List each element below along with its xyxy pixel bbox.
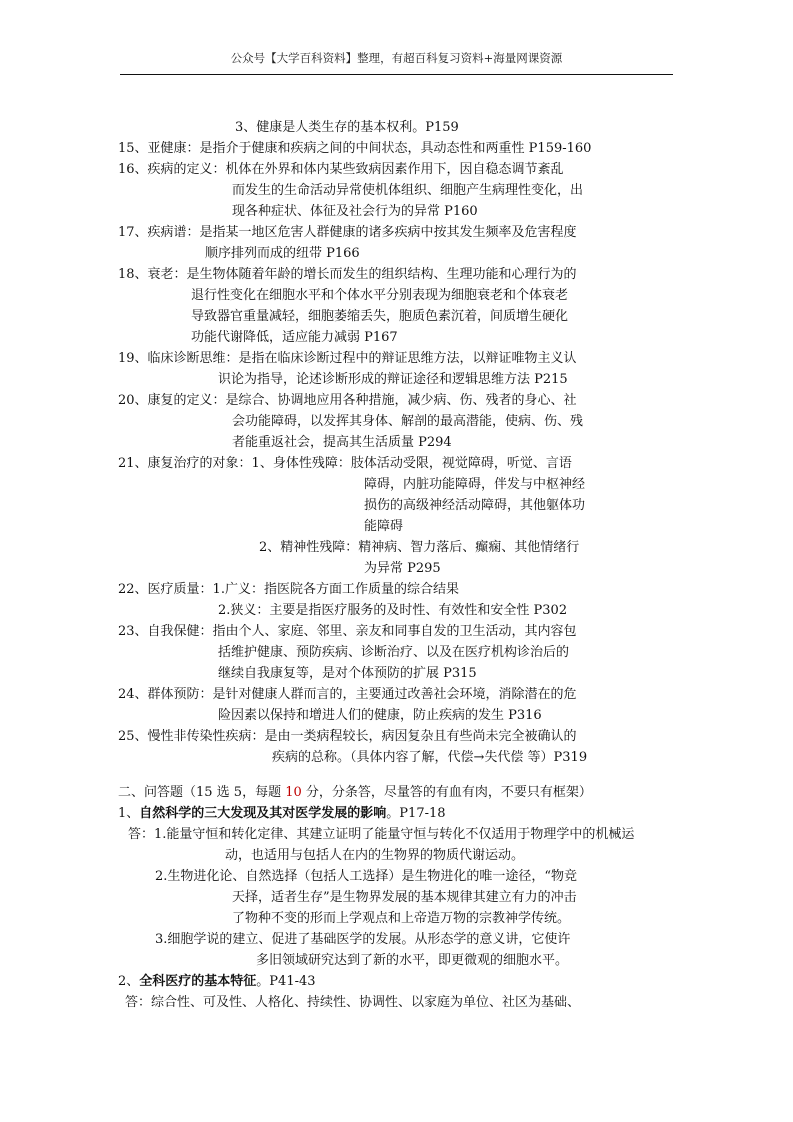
answer-line: 2.生物进化论、自然选择（包括人工选择）是生物进化的唯一途径，“物竞 (155, 869, 578, 884)
definition-line: 继续自我康复等，是对个体预防的扩展 P315 (218, 666, 477, 681)
answer-line: 天择，适者生存”是生物界发展的基本规律其建立有力的冲击 (232, 890, 577, 905)
definition-line: 能障碍 (364, 519, 404, 534)
definition-25: 25、慢性非传染性疾病：是由一类病程较长，病因复杂且有些尚未完全被确认的 (118, 729, 577, 744)
section-title-text: 分，分条答，尽量答的有血有肉，不要只有框架） (301, 785, 592, 800)
definition-15: 15、亚健康：是指介于健康和疾病之间的中间状态，具动态性和两重性 P159-160 (118, 141, 592, 156)
definition-line: 为异常 P295 (364, 561, 441, 576)
page-ref: 。P41-43 (256, 974, 316, 989)
definition-line: 导致器官重量减轻，细胞萎缩丢失，胞质色素沉着，间质增生硬化 (191, 309, 569, 324)
definition-line: 顺序排列而成的纽带 P166 (205, 246, 360, 261)
question-title: 全科医疗的基本特征 (139, 974, 257, 989)
definition-24: 24、群体预防：是针对健康人群而言的，主要通过改善社会环境，消除潜在的危 (118, 687, 577, 702)
definition-line: 会功能障碍，以发挥其身体、解剖的最高潜能，使病、伤、残 (232, 414, 584, 429)
definition-17: 17、疾病谱：是指某一地区危害人群健康的诸多疾病中按其发生频率及危害程度 (118, 225, 577, 240)
question-number: 2、 (118, 974, 140, 989)
page-header: 公众号【大学百科资料】整理，有超百科复习资料+海量网课资源 (230, 51, 563, 65)
answer-line: 动，也适用与包括人在内的生物界的物质代谢运动。 (225, 848, 525, 863)
definition-22: 22、医疗质量：1.广义：指医院各方面工作质量的综合结果 (118, 582, 459, 597)
section-title-text: 二、问答题（15 选 5，每题 (118, 785, 286, 800)
definition-line: 2.狭义：主要是指医疗服务的及时性、有效性和安全性 P302 (218, 603, 568, 618)
answer-line: 3.细胞学说的建立、促进了基础医学的发展。从形态学的意义讲，它使许 (155, 932, 571, 947)
section-title (118, 783, 592, 803)
definition-20: 20、康复的定义：是综合、协调地应用各种措施，减少病、伤、残者的身心、社 (118, 393, 577, 408)
definition-line: 者能重返社会，提高其生活质量 P294 (232, 435, 452, 450)
definition-line: 而发生的生命活动异常使机体组织、细胞产生病理性变化，出 (232, 183, 584, 198)
definition-19: 19、临床诊断思维：是指在临床诊断过程中的辩证思维方法，以辩证唯物主义认 (118, 351, 577, 366)
page-ref: 。P17-18 (386, 806, 446, 821)
answer-line: 多旧领域研究达到了新的水平，即更微观的细胞水平。 (256, 953, 569, 968)
definition-line: 括维护健康、预防疾病、诊断治疗、以及在医疗机构诊治后的 (218, 645, 570, 660)
question-1 (118, 804, 446, 824)
definition-line: 功能代谢降低，适应能力减弱 P167 (191, 330, 398, 345)
definition-line: 3、健康是人类生存的基本权利。P159 (235, 120, 459, 135)
definition-line: 险因素以保持和增进人们的健康，防止疾病的发生 P316 (218, 708, 542, 723)
header-rule (120, 74, 673, 75)
question-2 (118, 972, 316, 992)
definition-21: 21、康复治疗的对象：1、身体性残障：肢体活动受限，视觉障碍，听觉、言语 (118, 456, 572, 471)
question-number: 1、 (118, 806, 140, 821)
definition-line: 疾病的总称。（具体内容了解，代偿→失代偿 等）P319 (272, 750, 588, 765)
definition-line: 识论为指导，论述诊断形成的辩证途径和逻辑思维方法 P215 (218, 372, 568, 387)
definition-line: 2、精神性残障：精神病、智力落后、癫痫、其他情绪行 (259, 540, 580, 555)
definition-line: 障碍，内脏功能障碍，伴发与中枢神经 (364, 477, 586, 492)
definition-23: 23、自我保健：指由个人、家庭、邻里、亲友和同事自发的卫生活动，其内容包 (118, 624, 577, 639)
answer-line: 答：1.能量守恒和转化定律、其建立证明了能量守恒与转化不仅适用于物理学中的机械运 (128, 827, 635, 842)
answer-line: 答：综合性、可及性、人格化、持续性、协调性、以家庭为单位、社区为基础、 (125, 995, 581, 1010)
answer-line: 了物种不变的形而上学观点和上帝造万物的宗教神学传统。 (232, 911, 571, 926)
definition-line: 现各种症状、体征及社会行为的异常 P160 (232, 204, 478, 219)
score-highlight: 10 (285, 785, 302, 800)
definition-18: 18、衰老：是生物体随着年龄的增长而发生的组织结构、生理功能和心理行为的 (118, 267, 577, 282)
definition-line: 损伤的高级神经活动障碍，其他躯体功 (364, 498, 586, 513)
definition-16: 16、疾病的定义：机体在外界和体内某些致病因素作用下，因自稳态调节紊乱 (118, 162, 564, 177)
definition-line: 退行性变化在细胞水平和个体水平分别表现为细胞衰老和个体衰老 (191, 288, 569, 303)
question-title: 自然科学的三大发现及其对医学发展的影响 (139, 806, 387, 821)
